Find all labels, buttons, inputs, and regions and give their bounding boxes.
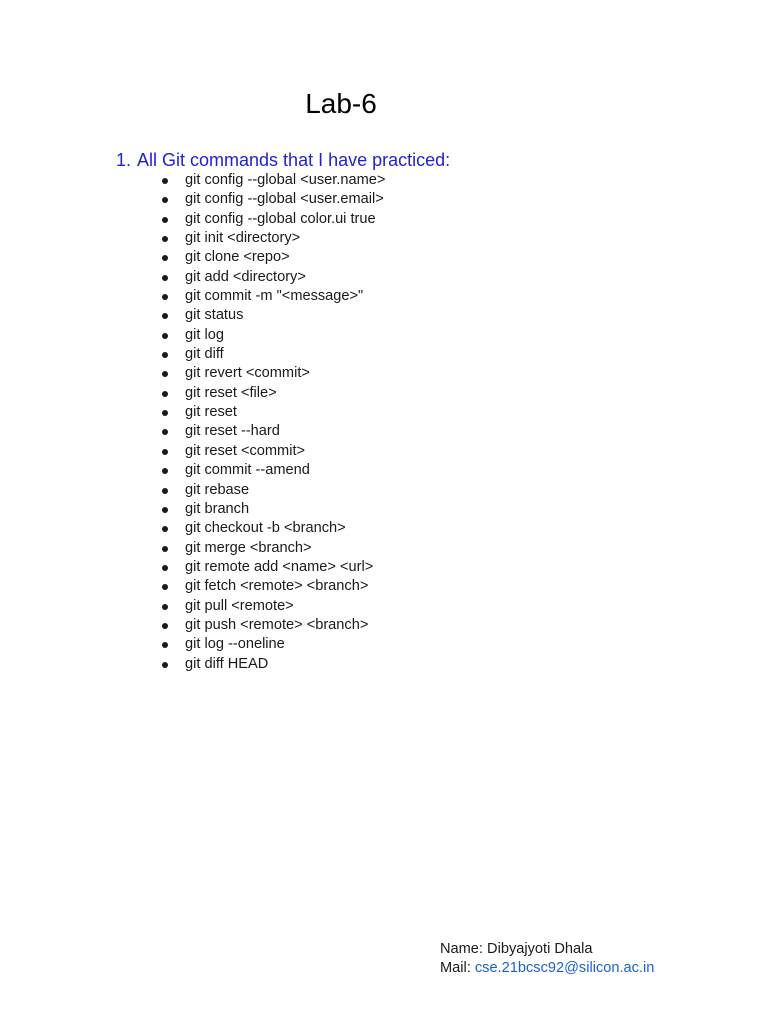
list-item	[160, 461, 385, 480]
command-text: git status	[185, 307, 244, 324]
list-item	[160, 268, 385, 287]
command-text: git add <directory>	[185, 268, 306, 285]
section-heading	[116, 148, 450, 172]
list-item	[160, 248, 385, 267]
list-item	[160, 190, 385, 209]
author-mail-row	[440, 959, 654, 978]
command-text: git branch	[185, 500, 250, 517]
list-item	[160, 616, 385, 635]
bullet-icon	[162, 333, 168, 339]
list-item	[160, 442, 385, 461]
command-text: git reset --hard	[185, 423, 280, 440]
bullet-icon	[162, 488, 168, 494]
list-item	[160, 577, 385, 596]
command-text: git reset	[185, 404, 237, 421]
bullet-icon	[162, 294, 168, 300]
command-text: git commit -m "<message>"	[185, 288, 364, 305]
author-name: Dibyajyoti Dhala	[487, 941, 593, 957]
list-item	[160, 635, 385, 654]
bullet-icon	[162, 255, 168, 261]
bullet-icon	[162, 275, 168, 281]
list-item	[160, 403, 385, 422]
command-text: git clone <repo>	[185, 249, 290, 266]
command-text: git push <remote> <branch>	[185, 616, 369, 633]
command-text: git revert <commit>	[185, 365, 310, 382]
section-heading-text: All Git commands that I have practiced:	[137, 150, 451, 170]
bullet-icon	[162, 371, 168, 377]
bullet-icon	[162, 178, 168, 184]
author-name-row	[440, 940, 654, 959]
mail-label: Mail:	[440, 960, 471, 976]
bullet-icon	[162, 236, 168, 242]
git-command-list	[160, 171, 385, 674]
section-number: 1.	[116, 150, 132, 170]
bullet-icon	[162, 391, 168, 397]
bullet-icon	[162, 507, 168, 513]
command-text: git diff	[185, 346, 224, 363]
list-item	[160, 171, 385, 190]
bullet-icon	[162, 468, 168, 474]
list-item	[160, 558, 385, 577]
bullet-icon	[162, 410, 168, 416]
list-item	[160, 481, 385, 500]
bullet-icon	[162, 197, 168, 203]
list-item	[160, 519, 385, 538]
name-label: Name:	[440, 941, 483, 957]
list-item	[160, 500, 385, 519]
bullet-icon	[162, 565, 168, 571]
bullet-icon	[162, 623, 168, 629]
command-text: git init <directory>	[185, 230, 301, 247]
command-text: git log --oneline	[185, 636, 285, 653]
list-item	[160, 539, 385, 558]
command-text: git reset <file>	[185, 384, 277, 401]
list-item	[160, 306, 385, 325]
list-item	[160, 345, 385, 364]
command-text: git config --global <user.email>	[185, 191, 384, 208]
command-text: git pull <remote>	[185, 597, 294, 614]
bullet-icon	[162, 526, 168, 532]
bullet-icon	[162, 604, 168, 610]
bullet-icon	[162, 546, 168, 552]
email-link[interactable]: cse.21bcsc92@silicon.ac.in	[474, 960, 655, 976]
command-text: git remote add <name> <url>	[185, 558, 374, 575]
author-footer	[440, 940, 654, 978]
command-text: git rebase	[185, 481, 250, 498]
list-item	[160, 364, 385, 383]
command-text: git config --global color.ui true	[185, 210, 376, 227]
bullet-icon	[162, 313, 168, 319]
command-text: git commit --amend	[185, 462, 310, 479]
list-item	[160, 326, 385, 345]
bullet-icon	[162, 217, 168, 223]
bullet-icon	[162, 642, 168, 648]
list-item	[160, 597, 385, 616]
command-text: git checkout -b <branch>	[185, 520, 346, 537]
list-item	[160, 422, 385, 441]
command-text: git merge <branch>	[185, 539, 312, 556]
list-item	[160, 287, 385, 306]
page-title: Lab-6	[305, 88, 377, 119]
list-item	[160, 384, 385, 403]
command-text: git diff HEAD	[185, 655, 269, 672]
command-text: git config --global <user.name>	[185, 172, 386, 188]
bullet-icon	[162, 352, 168, 358]
list-item	[160, 229, 385, 248]
bullet-icon	[162, 449, 168, 455]
command-text: git log	[185, 326, 224, 343]
bullet-icon	[162, 429, 168, 435]
bullet-icon	[162, 662, 168, 668]
command-text: git fetch <remote> <branch>	[185, 578, 369, 595]
list-item	[160, 210, 385, 229]
bullet-icon	[162, 584, 168, 590]
list-item	[160, 655, 385, 674]
command-text: git reset <commit>	[185, 442, 306, 459]
